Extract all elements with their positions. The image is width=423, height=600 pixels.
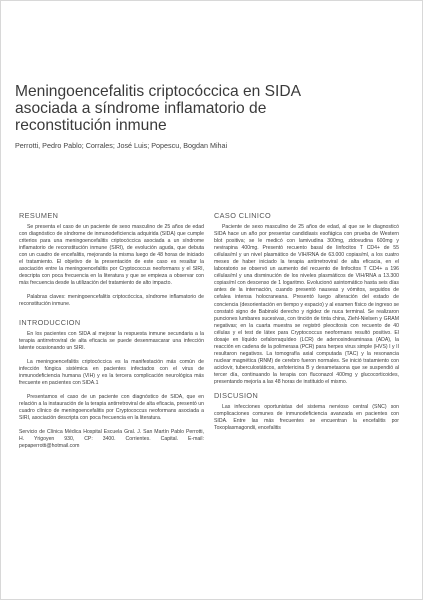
case-heading: CASO CLINICO — [214, 211, 272, 220]
discussion-text: Las infecciones oportunistas del sistema nervioso central (SNC) son complicaciones comunes de inmunodeficiencia avanzada en pacientes con SIDA. Entre las más frecuentes se encuentran la encefalitis por Toxoplasmagondii, encefalitis — [214, 404, 399, 432]
article-authors: Perrotti, Pedro Pablo; Corrales; José Luis; Popescu, Bogdan Mihai — [15, 141, 228, 150]
left-column — [19, 211, 204, 450]
summary-heading: RESUMEN — [19, 211, 59, 220]
author-affiliation: Servicio de Clínica Médica Hospital Escuela Gral. J. San Martín Pablo Perrotti, H. Yrigoyen 930, CP: 3400. Corrientes. Capital. E-mail: pepaperrotti@hotmail.com — [19, 429, 204, 450]
introduction-heading: INTRODUCCION — [19, 317, 81, 327]
case-text: Paciente de sexo masculino de 25 años de edad, al que se le diagnosticó SIDA hace un año por presentar candidiasis esofágica con prueba de Western blot positiva; se le medicó con lamivudina 300mg, zidovudina 600mg y nevirapina 400mg. Presentó recuento basal de linfocitos T CD4+ de 55 células/ml y un nivel plasmático de VIH/RNA de 63.000 copias/ml, a los cuatro meses de haber iniciado la terapia antirretroviral de alta eficacia, en el laboratorio se observó un aumento del recuento de linfocitos T CD4+ a 196 células/ml y una disminución de los niveles plasmáticos de VIH/RNA a 13.300 copias/ml con descenso de 1 logaritmo. Evolucionó asintomático hasta seis días antes de la internación, cuando presentó nauseas y vómitos, seguidos de cefalea intensa holocraneana. Presentó luego alteración del estado de conciencia (desorientación en tiempo y espacio) y al examen físico de ingreso se constató signo de Babinski derecho y rigidez de nuca terminal. Se realizaron punciones lumbares sucesivas, con tinción de tinta china, Ziehl-Nielsen y GRAM negativas; en la cuarta muestra se registró pleocitosis con recuento de 40 células y el test de látex para Cryptococcus neoformans resultó positivo. El dosaje en líquido cefalorraquídeo (LCR) de adenosindeaminasa (ADA), la reacción en cadena de la polimerasa (PCR) para herpes virus simple (HVS) I y II resultaron negativos. La tomografía axial computada (TAC) y la resonancia nuclear magnética (RNM) de cerebro fueron normales. Se inició tratamiento con aciclovir, tuberculostáticos, anfotericina B y dexametasona que se suspendió al tercer día, continuando la terapia con fluconazol 400mg y glucocorticoides, presentando mejoría a las 48 horas de instituido el mismo. — [214, 224, 399, 386]
discussion-heading: DISCUSION — [214, 391, 259, 401]
introduction-paragraph-1: En los pacientes con SIDA al mejorar la respuesta inmune secundaria a la terapia antirretroviral de alta eficacia se puede desenmascarar una infección latente ocasionando un SIRI. — [19, 330, 204, 351]
introduction-paragraph-3: Presentamos el caso de un paciente con diagnóstico de SIDA, que en relación a la instauración de la terapia antirretroviral de alta eficacia, presentó un cuadro clínico de meningoencefalitis por Cryptococcus neoformans asociada a SIRI, asociación descripta con poca frecuencia en la literatura. — [19, 393, 204, 421]
summary-text: Se presenta el caso de un paciente de sexo masculino de 25 años de edad con diagnóstico de síndrome de inmunodeficiencia adquirida (SIDA) que cumple criterios para una meningoencefalitis criptocóccica asociada a un síndrome inflamatorio de reconstitución inmune (SIRI), de evolución aguda, que debuta con un cuadro de encefalitis, mejorando la misma luego de 48 horas de iniciado el tratamiento. El objetivo de la presentación de este caso es resaltar la asociación entre la meningoencefalitis por Cryptococcus neoformans y el SIRI, descripta con poca frecuencia en la literatura y que se empieza a observar con más frecuencia desde la utilización del tratamiento de alto impacto. — [19, 224, 204, 287]
article-title: Meningoencefalitis criptocóccica en SIDA asociada a síndrome inflamatorio de reconstitución inmune — [15, 83, 301, 134]
keywords: Palabras claves: meningoencefalitis criptocóccica, síndrome inflamatorio de reconstitución inmune. — [19, 294, 204, 308]
right-column — [214, 211, 399, 432]
introduction-paragraph-2: La meningoencefalitis criptocóccica es la manifestación más común de infección fúngica sistémica en pacientes infectados con el virus de inmunodeficiencia humana (VIH) y es la tercera complicación neurológica más frecuente en pacientes con SIDA.1 — [19, 358, 204, 386]
